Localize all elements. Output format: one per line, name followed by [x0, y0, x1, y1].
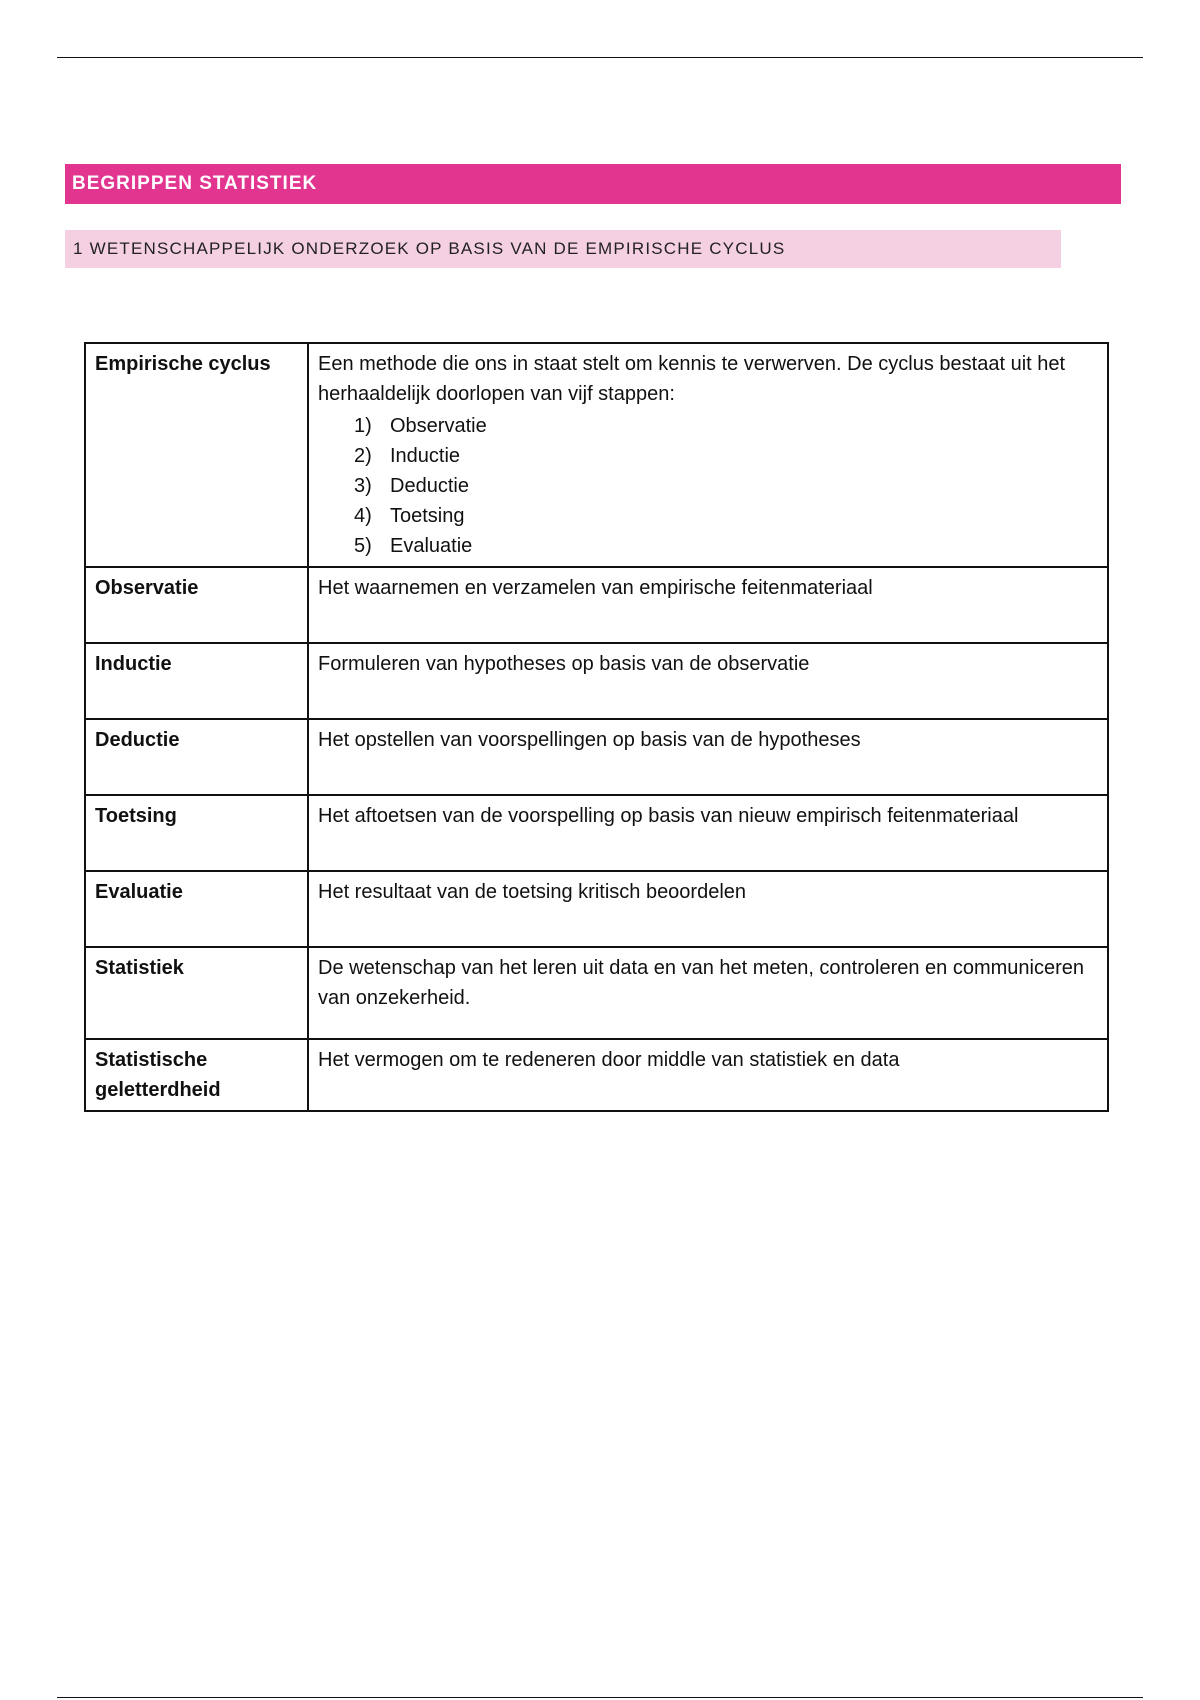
table-row [85, 567, 1108, 643]
list-item [354, 501, 1098, 531]
definitions-table [84, 342, 1109, 1112]
steps-list [354, 411, 1098, 561]
term-cell: Deductie [85, 719, 308, 795]
table-row [85, 871, 1108, 947]
definition-cell: Formuleren van hypotheses op basis van de observatie [308, 643, 1108, 719]
table-row [85, 795, 1108, 871]
term-cell: Observatie [85, 567, 308, 643]
table-row [85, 643, 1108, 719]
definition-cell: De wetenschap van het leren uit data en van het meten, controleren en communiceren van onzekerheid. [308, 947, 1108, 1039]
table-row [85, 1039, 1108, 1111]
step-number: 5) [354, 535, 372, 557]
list-item [354, 471, 1098, 501]
definition-cell: Het resultaat van de toetsing kritisch beoordelen [308, 871, 1108, 947]
definition-cell: Het vermogen om te redeneren door middle van statistiek en data [308, 1039, 1108, 1111]
table-row [85, 947, 1108, 1039]
list-item [354, 411, 1098, 441]
step-label: Toetsing [390, 505, 465, 527]
definition-cell: Het opstellen van voorspellingen op basis van de hypotheses [308, 719, 1108, 795]
term-cell: Statistiek [85, 947, 308, 1039]
step-number: 2) [354, 445, 372, 467]
list-item [354, 441, 1098, 471]
definition-cell: Het aftoetsen van de voorspelling op basis van nieuw empirisch feitenmateriaal [308, 795, 1108, 871]
step-label: Inductie [390, 445, 461, 467]
definition-cell [308, 343, 1108, 567]
header-rule [57, 57, 1143, 58]
step-number: 3) [354, 475, 372, 497]
term-cell: Toetsing [85, 795, 308, 871]
term-cell: Empirische cyclus [85, 343, 308, 567]
footer-rule [57, 1697, 1143, 1698]
term-cell: Statistische geletterdheid [85, 1039, 308, 1111]
subsection-heading: 1 WETENSCHAPPELIJK ONDERZOEK OP BASIS VAN DE EMPIRISCHE CYCLUS [65, 230, 1061, 268]
term-cell: Inductie [85, 643, 308, 719]
term-cell: Evaluatie [85, 871, 308, 947]
definition-cell: Het waarnemen en verzamelen van empirische feitenmateriaal [308, 567, 1108, 643]
step-number: 4) [354, 505, 372, 527]
table-row [85, 343, 1108, 567]
step-label: Evaluatie [390, 535, 473, 557]
step-number: 1) [354, 415, 372, 437]
table-row [85, 719, 1108, 795]
list-item [354, 531, 1098, 561]
definition-text: Een methode die ons in staat stelt om kennis te verwerven. De cyclus bestaat uit het herhaaldelijk doorlopen van vijf stappen: [318, 353, 1066, 405]
step-label: Deductie [390, 475, 469, 497]
step-label: Observatie [390, 415, 487, 437]
section-heading: BEGRIPPEN STATISTIEK [65, 164, 1121, 204]
